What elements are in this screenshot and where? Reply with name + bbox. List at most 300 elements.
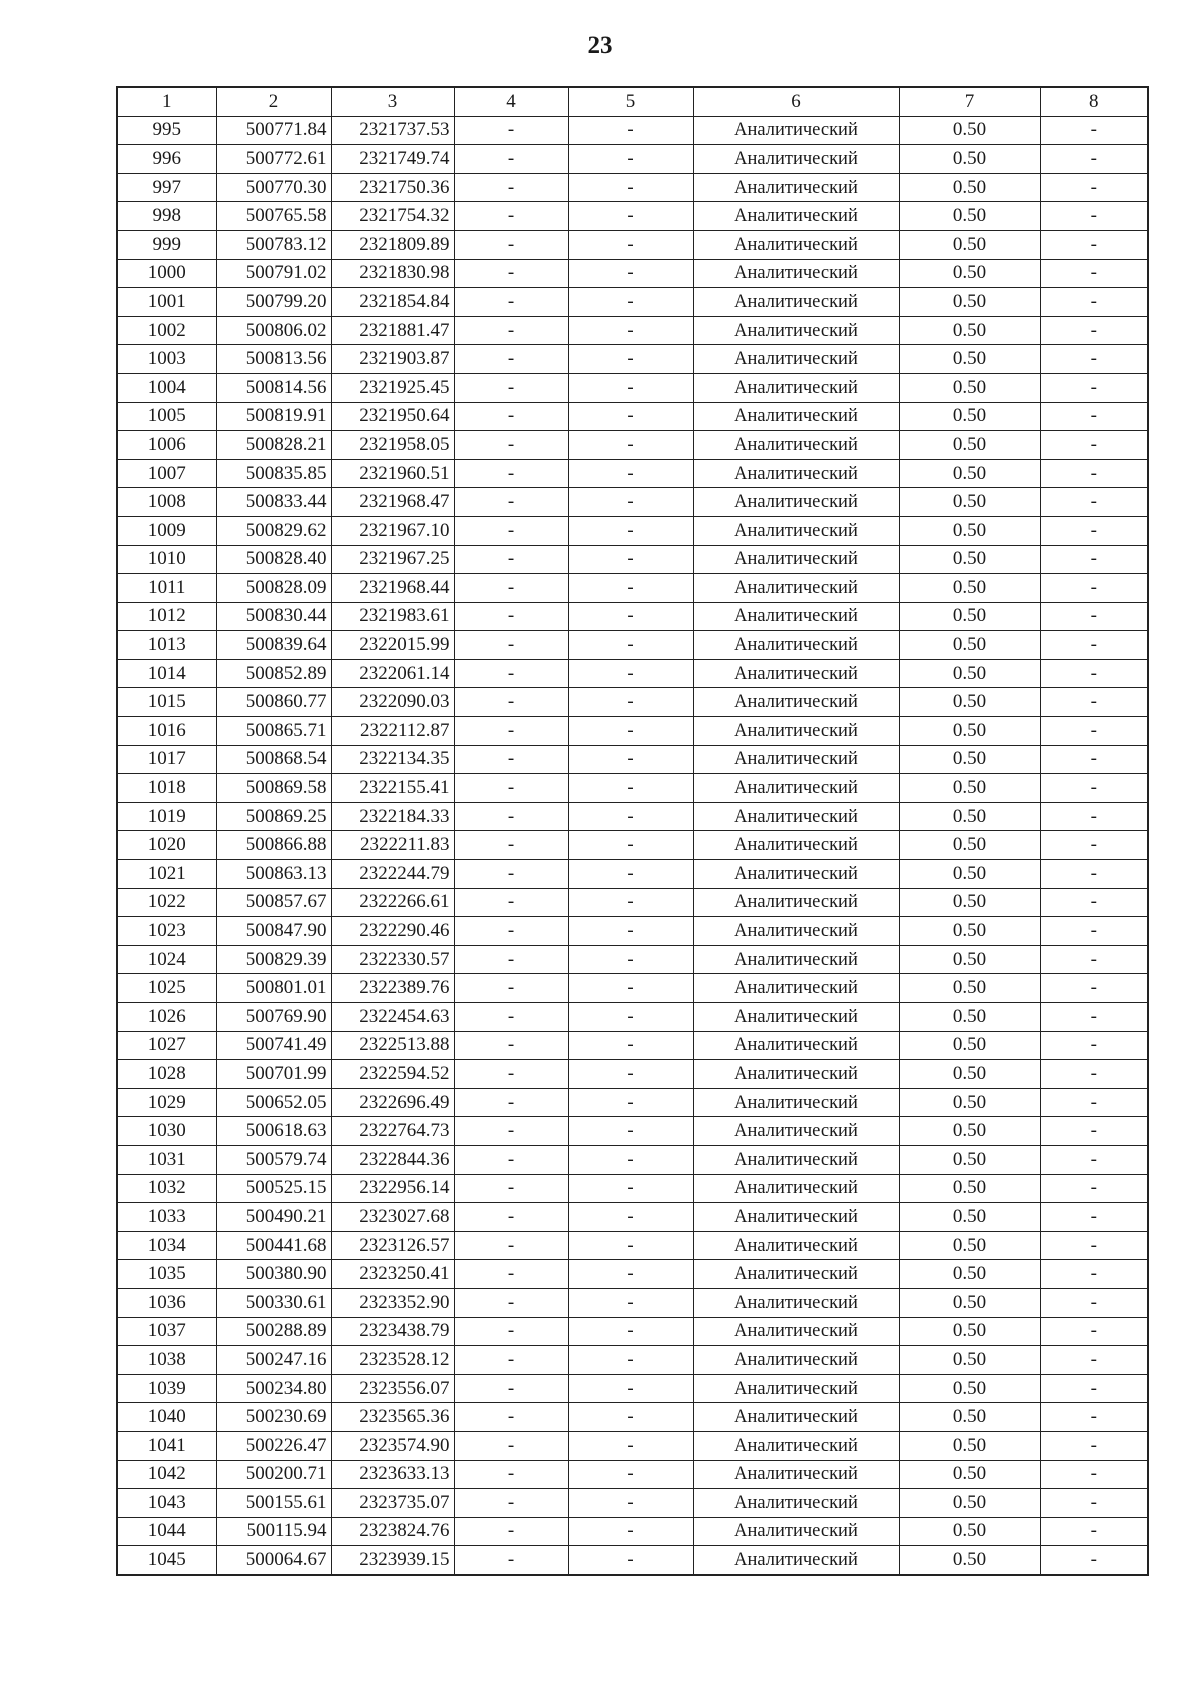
table-body — [117, 116, 1148, 1575]
col-4-cell: - — [454, 717, 568, 746]
accuracy-cell: 0.50 — [899, 574, 1040, 603]
table-row — [117, 259, 1148, 288]
y-coordinate-cell: 2321830.98 — [331, 259, 454, 288]
y-coordinate-cell: 2321903.87 — [331, 345, 454, 374]
point-number-cell: 1038 — [117, 1346, 216, 1375]
col-8-cell: - — [1040, 659, 1148, 688]
y-coordinate-cell: 2323939.15 — [331, 1546, 454, 1575]
col-5-cell: - — [568, 717, 693, 746]
col-8-cell: - — [1040, 802, 1148, 831]
point-number-cell: 1017 — [117, 745, 216, 774]
x-coordinate-cell: 500652.05 — [216, 1088, 331, 1117]
method-cell: Аналитический — [693, 917, 899, 946]
col-4-cell: - — [454, 459, 568, 488]
table-row — [117, 1403, 1148, 1432]
table-row — [117, 1145, 1148, 1174]
col-8-cell: - — [1040, 1431, 1148, 1460]
y-coordinate-cell: 2322513.88 — [331, 1031, 454, 1060]
accuracy-cell: 0.50 — [899, 1460, 1040, 1489]
col-8-cell: - — [1040, 631, 1148, 660]
point-number-cell: 1033 — [117, 1203, 216, 1232]
y-coordinate-cell: 2323027.68 — [331, 1203, 454, 1232]
point-number-cell: 1034 — [117, 1231, 216, 1260]
method-cell: Аналитический — [693, 402, 899, 431]
x-coordinate-cell: 500525.15 — [216, 1174, 331, 1203]
col-5-cell: - — [568, 659, 693, 688]
accuracy-cell: 0.50 — [899, 1431, 1040, 1460]
point-number-cell: 1045 — [117, 1546, 216, 1575]
column-header-3: 3 — [331, 87, 454, 116]
col-5-cell: - — [568, 1460, 693, 1489]
x-coordinate-cell: 500847.90 — [216, 917, 331, 946]
method-cell: Аналитический — [693, 1288, 899, 1317]
x-coordinate-cell: 500869.58 — [216, 774, 331, 803]
table-row — [117, 202, 1148, 231]
accuracy-cell: 0.50 — [899, 116, 1040, 145]
col-5-cell: - — [568, 1288, 693, 1317]
x-coordinate-cell: 500288.89 — [216, 1317, 331, 1346]
col-8-cell: - — [1040, 1145, 1148, 1174]
col-5-cell: - — [568, 631, 693, 660]
table-row — [117, 574, 1148, 603]
point-number-cell: 1040 — [117, 1403, 216, 1432]
col-4-cell: - — [454, 316, 568, 345]
y-coordinate-cell: 2323250.41 — [331, 1260, 454, 1289]
method-cell: Аналитический — [693, 1145, 899, 1174]
x-coordinate-cell: 500226.47 — [216, 1431, 331, 1460]
col-8-cell: - — [1040, 1517, 1148, 1546]
table-row — [117, 373, 1148, 402]
method-cell: Аналитический — [693, 1260, 899, 1289]
col-8-cell: - — [1040, 116, 1148, 145]
col-5-cell: - — [568, 1517, 693, 1546]
x-coordinate-cell: 500819.91 — [216, 402, 331, 431]
y-coordinate-cell: 2321737.53 — [331, 116, 454, 145]
accuracy-cell: 0.50 — [899, 1403, 1040, 1432]
method-cell: Аналитический — [693, 459, 899, 488]
col-4-cell: - — [454, 116, 568, 145]
col-4-cell: - — [454, 1431, 568, 1460]
x-coordinate-cell: 500833.44 — [216, 488, 331, 517]
col-8-cell: - — [1040, 831, 1148, 860]
table-row — [117, 1317, 1148, 1346]
point-number-cell: 1008 — [117, 488, 216, 517]
y-coordinate-cell: 2323528.12 — [331, 1346, 454, 1375]
column-header-4: 4 — [454, 87, 568, 116]
col-5-cell: - — [568, 1489, 693, 1518]
y-coordinate-cell: 2322266.61 — [331, 888, 454, 917]
col-8-cell: - — [1040, 688, 1148, 717]
point-number-cell: 1037 — [117, 1317, 216, 1346]
method-cell: Аналитический — [693, 1174, 899, 1203]
x-coordinate-cell: 500828.21 — [216, 431, 331, 460]
table-row — [117, 1374, 1148, 1403]
y-coordinate-cell: 2322290.46 — [331, 917, 454, 946]
col-5-cell: - — [568, 745, 693, 774]
accuracy-cell: 0.50 — [899, 717, 1040, 746]
x-coordinate-cell: 500234.80 — [216, 1374, 331, 1403]
y-coordinate-cell: 2322330.57 — [331, 945, 454, 974]
col-4-cell: - — [454, 659, 568, 688]
table-row — [117, 1260, 1148, 1289]
point-number-cell: 1007 — [117, 459, 216, 488]
table-row — [117, 888, 1148, 917]
x-coordinate-cell: 500829.62 — [216, 516, 331, 545]
col-5-cell: - — [568, 516, 693, 545]
accuracy-cell: 0.50 — [899, 659, 1040, 688]
point-number-cell: 1018 — [117, 774, 216, 803]
method-cell: Аналитический — [693, 316, 899, 345]
x-coordinate-cell: 500765.58 — [216, 202, 331, 231]
accuracy-cell: 0.50 — [899, 202, 1040, 231]
col-8-cell: - — [1040, 1117, 1148, 1146]
y-coordinate-cell: 2323565.36 — [331, 1403, 454, 1432]
table-row — [117, 1431, 1148, 1460]
table-row — [117, 145, 1148, 174]
point-number-cell: 1002 — [117, 316, 216, 345]
table-row — [117, 459, 1148, 488]
table-row — [117, 116, 1148, 145]
point-number-cell: 1044 — [117, 1517, 216, 1546]
x-coordinate-cell: 500618.63 — [216, 1117, 331, 1146]
table-row — [117, 1203, 1148, 1232]
accuracy-cell: 0.50 — [899, 745, 1040, 774]
table-row — [117, 1003, 1148, 1032]
col-8-cell: - — [1040, 1203, 1148, 1232]
accuracy-cell: 0.50 — [899, 802, 1040, 831]
col-8-cell: - — [1040, 717, 1148, 746]
col-5-cell: - — [568, 1231, 693, 1260]
accuracy-cell: 0.50 — [899, 1346, 1040, 1375]
col-8-cell: - — [1040, 488, 1148, 517]
col-4-cell: - — [454, 945, 568, 974]
accuracy-cell: 0.50 — [899, 1117, 1040, 1146]
col-8-cell: - — [1040, 459, 1148, 488]
col-8-cell: - — [1040, 431, 1148, 460]
x-coordinate-cell: 500868.54 — [216, 745, 331, 774]
y-coordinate-cell: 2321750.36 — [331, 173, 454, 202]
table-row — [117, 431, 1148, 460]
col-4-cell: - — [454, 1546, 568, 1575]
col-4-cell: - — [454, 1288, 568, 1317]
accuracy-cell: 0.50 — [899, 288, 1040, 317]
col-4-cell: - — [454, 631, 568, 660]
point-number-cell: 1004 — [117, 373, 216, 402]
method-cell: Аналитический — [693, 345, 899, 374]
col-4-cell: - — [454, 402, 568, 431]
method-cell: Аналитический — [693, 1117, 899, 1146]
col-4-cell: - — [454, 1489, 568, 1518]
point-number-cell: 1029 — [117, 1088, 216, 1117]
col-8-cell: - — [1040, 1374, 1148, 1403]
col-4-cell: - — [454, 1317, 568, 1346]
col-8-cell: - — [1040, 774, 1148, 803]
table-row — [117, 1117, 1148, 1146]
accuracy-cell: 0.50 — [899, 173, 1040, 202]
col-4-cell: - — [454, 288, 568, 317]
y-coordinate-cell: 2321958.05 — [331, 431, 454, 460]
col-4-cell: - — [454, 1060, 568, 1089]
x-coordinate-cell: 500801.01 — [216, 974, 331, 1003]
table-row — [117, 1460, 1148, 1489]
col-4-cell: - — [454, 431, 568, 460]
accuracy-cell: 0.50 — [899, 1145, 1040, 1174]
point-number-cell: 1039 — [117, 1374, 216, 1403]
accuracy-cell: 0.50 — [899, 1317, 1040, 1346]
x-coordinate-cell: 500828.09 — [216, 574, 331, 603]
table-row — [117, 488, 1148, 517]
accuracy-cell: 0.50 — [899, 774, 1040, 803]
table-row — [117, 774, 1148, 803]
col-5-cell: - — [568, 945, 693, 974]
y-coordinate-cell: 2323126.57 — [331, 1231, 454, 1260]
accuracy-cell: 0.50 — [899, 1546, 1040, 1575]
col-5-cell: - — [568, 602, 693, 631]
method-cell: Аналитический — [693, 259, 899, 288]
accuracy-cell: 0.50 — [899, 917, 1040, 946]
y-coordinate-cell: 2321968.44 — [331, 574, 454, 603]
point-number-cell: 1023 — [117, 917, 216, 946]
col-5-cell: - — [568, 288, 693, 317]
col-4-cell: - — [454, 688, 568, 717]
col-4-cell: - — [454, 1517, 568, 1546]
col-8-cell: - — [1040, 345, 1148, 374]
method-cell: Аналитический — [693, 574, 899, 603]
col-4-cell: - — [454, 488, 568, 517]
col-4-cell: - — [454, 1346, 568, 1375]
point-number-cell: 1030 — [117, 1117, 216, 1146]
point-number-cell: 1022 — [117, 888, 216, 917]
point-number-cell: 1043 — [117, 1489, 216, 1518]
col-4-cell: - — [454, 1117, 568, 1146]
col-4-cell: - — [454, 974, 568, 1003]
x-coordinate-cell: 500813.56 — [216, 345, 331, 374]
y-coordinate-cell: 2322112.87 — [331, 717, 454, 746]
x-coordinate-cell: 500064.67 — [216, 1546, 331, 1575]
point-number-cell: 1041 — [117, 1431, 216, 1460]
y-coordinate-cell: 2323438.79 — [331, 1317, 454, 1346]
accuracy-cell: 0.50 — [899, 1174, 1040, 1203]
accuracy-cell: 0.50 — [899, 1203, 1040, 1232]
y-coordinate-cell: 2322696.49 — [331, 1088, 454, 1117]
y-coordinate-cell: 2321881.47 — [331, 316, 454, 345]
y-coordinate-cell: 2321967.10 — [331, 516, 454, 545]
col-8-cell: - — [1040, 316, 1148, 345]
method-cell: Аналитический — [693, 888, 899, 917]
accuracy-cell: 0.50 — [899, 373, 1040, 402]
method-cell: Аналитический — [693, 1460, 899, 1489]
accuracy-cell: 0.50 — [899, 545, 1040, 574]
accuracy-cell: 0.50 — [899, 402, 1040, 431]
y-coordinate-cell: 2322061.14 — [331, 659, 454, 688]
col-5-cell: - — [568, 431, 693, 460]
table-row — [117, 1031, 1148, 1060]
accuracy-cell: 0.50 — [899, 459, 1040, 488]
x-coordinate-cell: 500839.64 — [216, 631, 331, 660]
x-coordinate-cell: 500814.56 — [216, 373, 331, 402]
accuracy-cell: 0.50 — [899, 316, 1040, 345]
col-5-cell: - — [568, 202, 693, 231]
y-coordinate-cell: 2323735.07 — [331, 1489, 454, 1518]
method-cell: Аналитический — [693, 288, 899, 317]
col-4-cell: - — [454, 259, 568, 288]
x-coordinate-cell: 500441.68 — [216, 1231, 331, 1260]
accuracy-cell: 0.50 — [899, 145, 1040, 174]
table-row — [117, 745, 1148, 774]
col-4-cell: - — [454, 1374, 568, 1403]
col-8-cell: - — [1040, 860, 1148, 889]
table-row — [117, 1346, 1148, 1375]
x-coordinate-cell: 500806.02 — [216, 316, 331, 345]
col-5-cell: - — [568, 1088, 693, 1117]
col-5-cell: - — [568, 373, 693, 402]
y-coordinate-cell: 2321983.61 — [331, 602, 454, 631]
point-number-cell: 1035 — [117, 1260, 216, 1289]
y-coordinate-cell: 2323556.07 — [331, 1374, 454, 1403]
column-header-7: 7 — [899, 87, 1040, 116]
col-4-cell: - — [454, 774, 568, 803]
y-coordinate-cell: 2321960.51 — [331, 459, 454, 488]
col-5-cell: - — [568, 1145, 693, 1174]
col-5-cell: - — [568, 1003, 693, 1032]
col-8-cell: - — [1040, 1231, 1148, 1260]
accuracy-cell: 0.50 — [899, 831, 1040, 860]
x-coordinate-cell: 500783.12 — [216, 230, 331, 259]
accuracy-cell: 0.50 — [899, 974, 1040, 1003]
method-cell: Аналитический — [693, 945, 899, 974]
method-cell: Аналитический — [693, 860, 899, 889]
col-8-cell: - — [1040, 574, 1148, 603]
method-cell: Аналитический — [693, 745, 899, 774]
y-coordinate-cell: 2322389.76 — [331, 974, 454, 1003]
col-4-cell: - — [454, 1231, 568, 1260]
x-coordinate-cell: 500230.69 — [216, 1403, 331, 1432]
method-cell: Аналитический — [693, 1546, 899, 1575]
method-cell: Аналитический — [693, 1088, 899, 1117]
col-8-cell: - — [1040, 1317, 1148, 1346]
method-cell: Аналитический — [693, 1431, 899, 1460]
x-coordinate-cell: 500770.30 — [216, 173, 331, 202]
table-row — [117, 1174, 1148, 1203]
col-5-cell: - — [568, 1203, 693, 1232]
col-8-cell: - — [1040, 545, 1148, 574]
method-cell: Аналитический — [693, 974, 899, 1003]
col-8-cell: - — [1040, 1260, 1148, 1289]
method-cell: Аналитический — [693, 431, 899, 460]
point-number-cell: 1026 — [117, 1003, 216, 1032]
point-number-cell: 1027 — [117, 1031, 216, 1060]
header-row — [117, 87, 1148, 116]
accuracy-cell: 0.50 — [899, 945, 1040, 974]
x-coordinate-cell: 500247.16 — [216, 1346, 331, 1375]
coordinates-table — [116, 86, 1149, 1576]
table-row — [117, 717, 1148, 746]
method-cell: Аналитический — [693, 516, 899, 545]
col-8-cell: - — [1040, 202, 1148, 231]
point-number-cell: 999 — [117, 230, 216, 259]
method-cell: Аналитический — [693, 116, 899, 145]
col-5-cell: - — [568, 488, 693, 517]
method-cell: Аналитический — [693, 831, 899, 860]
col-5-cell: - — [568, 774, 693, 803]
col-4-cell: - — [454, 1031, 568, 1060]
table-row — [117, 1288, 1148, 1317]
col-5-cell: - — [568, 802, 693, 831]
col-5-cell: - — [568, 688, 693, 717]
method-cell: Аналитический — [693, 659, 899, 688]
table-row — [117, 316, 1148, 345]
table-row — [117, 917, 1148, 946]
y-coordinate-cell: 2322090.03 — [331, 688, 454, 717]
method-cell: Аналитический — [693, 774, 899, 803]
method-cell: Аналитический — [693, 373, 899, 402]
method-cell: Аналитический — [693, 1489, 899, 1518]
col-4-cell: - — [454, 574, 568, 603]
col-5-cell: - — [568, 1174, 693, 1203]
table-row — [117, 173, 1148, 202]
column-header-1: 1 — [117, 87, 216, 116]
y-coordinate-cell: 2323633.13 — [331, 1460, 454, 1489]
column-header-8: 8 — [1040, 87, 1148, 116]
column-header-2: 2 — [216, 87, 331, 116]
x-coordinate-cell: 500579.74 — [216, 1145, 331, 1174]
method-cell: Аналитический — [693, 688, 899, 717]
y-coordinate-cell: 2322015.99 — [331, 631, 454, 660]
table-row — [117, 831, 1148, 860]
table-row — [117, 1231, 1148, 1260]
col-5-cell: - — [568, 459, 693, 488]
col-5-cell: - — [568, 1346, 693, 1375]
method-cell: Аналитический — [693, 173, 899, 202]
y-coordinate-cell: 2322594.52 — [331, 1060, 454, 1089]
col-5-cell: - — [568, 1117, 693, 1146]
page-number: 23 — [587, 32, 613, 59]
col-4-cell: - — [454, 831, 568, 860]
point-number-cell: 1036 — [117, 1288, 216, 1317]
point-number-cell: 1001 — [117, 288, 216, 317]
method-cell: Аналитический — [693, 202, 899, 231]
accuracy-cell: 0.50 — [899, 1231, 1040, 1260]
col-4-cell: - — [454, 745, 568, 774]
table-row — [117, 1060, 1148, 1089]
col-5-cell: - — [568, 545, 693, 574]
col-5-cell: - — [568, 116, 693, 145]
col-4-cell: - — [454, 802, 568, 831]
col-5-cell: - — [568, 974, 693, 1003]
col-4-cell: - — [454, 1174, 568, 1203]
x-coordinate-cell: 500835.85 — [216, 459, 331, 488]
method-cell: Аналитический — [693, 1317, 899, 1346]
x-coordinate-cell: 500852.89 — [216, 659, 331, 688]
table-row — [117, 402, 1148, 431]
table-row — [117, 288, 1148, 317]
col-5-cell: - — [568, 1260, 693, 1289]
table-row — [117, 659, 1148, 688]
point-number-cell: 1013 — [117, 631, 216, 660]
col-4-cell: - — [454, 545, 568, 574]
accuracy-cell: 0.50 — [899, 688, 1040, 717]
point-number-cell: 1028 — [117, 1060, 216, 1089]
point-number-cell: 1016 — [117, 717, 216, 746]
method-cell: Аналитический — [693, 1231, 899, 1260]
col-4-cell: - — [454, 888, 568, 917]
x-coordinate-cell: 500860.77 — [216, 688, 331, 717]
table-row — [117, 631, 1148, 660]
method-cell: Аналитический — [693, 1031, 899, 1060]
accuracy-cell: 0.50 — [899, 888, 1040, 917]
table-row — [117, 1546, 1148, 1575]
y-coordinate-cell: 2323574.90 — [331, 1431, 454, 1460]
